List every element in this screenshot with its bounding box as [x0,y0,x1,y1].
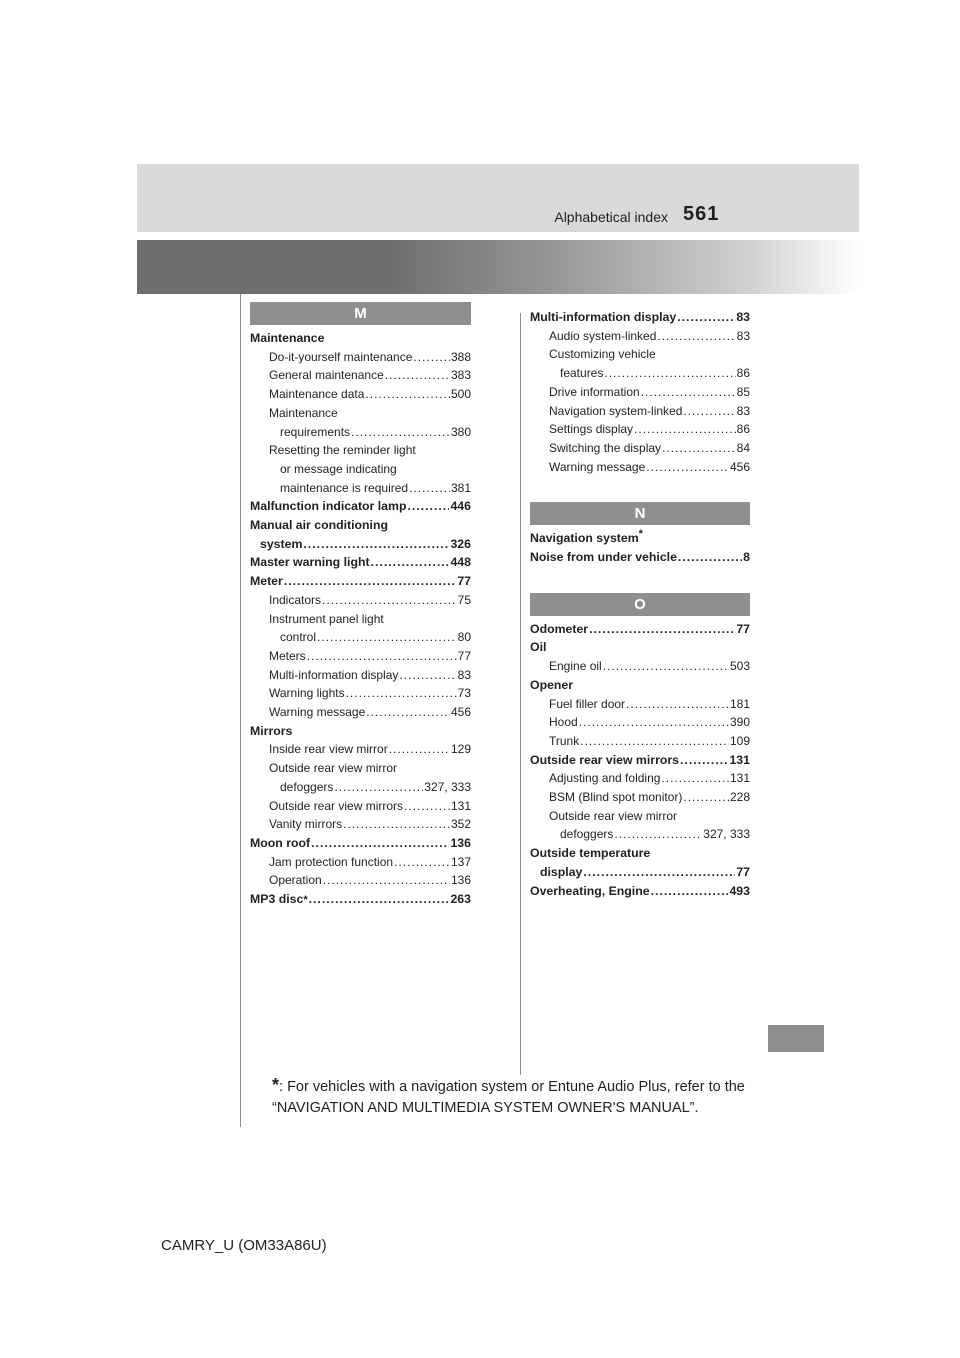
index-entry [530,620,750,639]
index-entry-page: 493 [729,883,750,898]
dot-leader [641,383,736,402]
index-entry [250,348,471,367]
index-entry-page: 500 [450,387,471,402]
dot-leader [322,591,457,610]
index-entry-term: General maintenance [269,368,384,383]
index-list-m [250,329,471,909]
dot-leader [366,703,450,722]
index-entry-term: Mirrors [250,723,293,738]
index-entry-term: Opener [530,677,574,692]
dot-leader [334,778,423,797]
index-entry-page: 352 [450,817,471,832]
index-entry-page: 131 [729,771,750,786]
dot-leader [309,890,450,909]
index-entry-term: Hood [549,715,578,730]
dot-leader [303,535,449,554]
column-divider [520,313,521,1075]
index-entry [530,439,750,458]
dot-leader [580,732,729,751]
index-entry-term: Maintenance [250,331,325,345]
index-entry-page: 380 [450,424,471,439]
index-entry-page: 137 [450,854,471,869]
index-entry [250,535,471,554]
dot-leader [413,348,450,367]
index-entry [530,529,750,548]
index-entry-page: 77 [736,864,750,879]
index-entry-page: 503 [729,659,750,674]
dot-leader [662,439,736,458]
index-entry [250,834,471,853]
index-entry-term: Drive information [549,384,640,399]
index-entry-term: Engine oil [549,659,602,674]
index-entry-term: Overheating, Engine [530,883,650,898]
dot-leader [385,366,450,385]
letter-heading-o: O [530,593,750,616]
index-entry-term: Jam protection function [269,854,394,869]
index-entry-page: 83 [736,328,750,343]
index-entry [250,329,471,348]
index-entry [250,666,471,685]
index-entry-term: Multi-information display [269,667,399,682]
dot-leader [604,364,735,383]
index-entry-term: Vanity mirrors [269,817,343,832]
index-entry [530,345,750,364]
index-entry [530,882,750,901]
index-entry-term: defoggers [280,779,334,794]
index-entry-term: features [560,366,604,381]
index-entry-page: 73 [457,686,471,701]
index-entry-term: Oil [530,640,547,655]
index-entry [250,553,471,572]
dot-leader [394,853,450,872]
index-entry [530,657,750,676]
index-entry [250,423,471,442]
dot-leader [678,548,742,567]
index-entry-term: display [540,864,583,879]
index-entry-page: 390 [729,715,750,730]
left-margin-rule [240,294,241,1127]
index-entry [250,441,471,460]
header-gradient-band [137,240,859,294]
index-entry [530,844,750,863]
dot-leader [343,815,450,834]
index-entry-page: 109 [729,733,750,748]
dot-leader [626,695,729,714]
index-entry-term: Outside rear view mirror [549,808,678,823]
index-entry [250,366,471,385]
index-entry-term: Switching the display [549,440,662,455]
index-entry-page: 131 [450,798,471,813]
dot-leader [371,553,450,572]
dot-leader [284,572,457,591]
index-entry-term: Outside rear view mirrors [269,798,404,813]
index-entry [250,778,471,797]
index-entry-term: Navigation system-linked [549,403,683,418]
footnote-text: : For vehicles with a navigation system or Entune Audio Plus, refer to the “NAVIGATION AND MULTIMEDIA SYSTEM OWNER'S MANUAL”. [272,1079,745,1116]
dot-leader [661,769,729,788]
index-entry [250,797,471,816]
dot-leader [614,825,702,844]
index-entry-term: Noise from under vehicle [530,550,677,565]
dot-leader [365,385,450,404]
index-entry [530,548,750,567]
footnote [272,1075,752,1119]
index-entry-page: 136 [450,873,471,888]
index-entry [530,807,750,826]
index-entry-page: 381 [450,480,471,495]
index-entry-page: 85 [736,384,750,399]
index-entry-page: 83 [736,310,750,324]
index-entry-page: 136 [450,835,471,850]
index-entry-term: Outside rear view mirrors [530,752,679,767]
index-entry-page: 456 [729,459,750,474]
index-entry-term: Trunk [549,733,580,748]
index-entry [530,638,750,657]
index-entry-page: 83 [457,667,471,682]
index-entry-page: 83 [736,403,750,418]
dot-leader [589,620,735,639]
index-entry [530,327,750,346]
index-entry [250,815,471,834]
index-entry-term: Maintenance data [269,387,365,402]
dot-leader [311,834,449,853]
index-entry [530,420,750,439]
index-entry-term: Settings display [549,422,634,437]
index-entry-term: Malfunction indicator lamp [250,499,407,514]
model-code: CAMRY_U (OM33A86U) [161,1237,327,1254]
dot-leader [657,327,735,346]
index-entry: MP3 disc * ..... 263 [250,890,471,909]
index-entry-page: 263 [450,892,471,907]
index-entry [250,647,471,666]
index-entry [250,722,471,741]
index-entry [250,460,471,479]
index-entry [250,572,471,591]
index-entry [530,308,750,327]
index-entry [250,871,471,890]
dot-leader [680,751,728,770]
dot-leader [407,497,449,516]
index-entry-term: Outside temperature [530,846,651,861]
dot-leader [683,402,735,421]
index-entry-term: Customizing vehicle [549,347,656,362]
dot-leader [634,420,736,439]
chapter-thumb-tab [768,1025,824,1052]
index-entry [250,516,471,535]
dot-leader [404,797,450,816]
index-entry-page: 77 [736,621,750,636]
index-entry-term: Do-it-yourself maintenance [269,349,413,364]
index-list-m-continued [530,308,750,476]
letter-heading-m: M [250,302,471,325]
index-entry [530,458,750,477]
index-entry [250,404,471,423]
index-entry [530,676,750,695]
index-entry-term: Inside rear view mirror [269,742,388,757]
index-list-o [530,620,750,901]
index-entry-page: 131 [729,752,750,767]
index-column-left [250,302,471,909]
index-entry-page: 326 [450,536,471,551]
letter-heading-n: N [530,502,750,525]
index-entry-term: Warning message [269,705,366,720]
index-entry [530,863,750,882]
index-entry-page: 80 [457,630,471,645]
dot-leader [346,684,457,703]
index-entry [530,788,750,807]
footnote-asterisk: * [272,1075,280,1095]
index-column-right [530,308,750,900]
dot-leader [579,713,729,732]
index-entry [530,732,750,751]
index-entry [250,628,471,647]
index-entry-page: 129 [450,742,471,757]
dot-leader [603,657,729,676]
index-entry-term: Warning lights [269,686,345,701]
index-entry-term: Operation [269,873,322,888]
index-entry-term: or message indicating [280,461,397,476]
index-entry-term: Master warning light [250,555,370,570]
index-entry [250,703,471,722]
index-entry [250,385,471,404]
index-entry-term: defoggers [560,827,614,842]
index-entry [250,759,471,778]
index-entry-page: 383 [450,368,471,383]
index-entry [250,684,471,703]
index-entry [250,853,471,872]
index-entry-term: Odometer [530,621,589,636]
page-number: 561 [683,203,720,225]
index-entry [530,383,750,402]
index-entry [250,740,471,759]
index-entry-term: Multi-information display [530,310,677,324]
index-entry-term: Instrument panel light [269,611,384,626]
index-entry-term: Adjusting and folding [549,771,661,786]
index-entry [530,825,750,844]
index-entry-page: 181 [729,696,750,711]
dot-leader [677,308,735,327]
section-title: Alphabetical index [554,209,668,225]
index-entry-term: maintenance is required [280,480,409,495]
index-entry-page: 448 [450,555,471,570]
index-entry-term: requirements [280,424,351,439]
index-entry-term: Moon roof [250,835,311,850]
index-entry-page: 8 [743,550,750,565]
index-entry [250,479,471,498]
index-entry-term: Outside rear view mirror [269,761,398,776]
index-entry-term: Manual air conditioning [250,518,388,533]
index-entry-term: MP3 disc [250,892,304,907]
index-entry-page: 77 [457,574,471,589]
dot-leader [389,740,450,759]
dot-leader [683,788,729,807]
index-entry-term: system [260,536,303,551]
dot-leader [409,479,450,498]
index-entry-term: Indicators [269,592,322,607]
index-entry-term: Meters [269,648,306,663]
asterisk-marker: * [638,528,643,541]
index-entry-page: 77 [457,648,471,663]
index-entry-term: BSM (Blind spot monitor) [549,790,683,805]
dot-leader [323,871,450,890]
dot-leader [583,863,735,882]
index-entry [530,713,750,732]
header-band [137,164,859,232]
index-entry [530,751,750,770]
dot-leader [351,423,450,442]
dot-leader [651,882,729,901]
index-entry-page: 388 [450,349,471,364]
index-entry-page: 75 [457,592,471,607]
index-entry-term: Audio system-linked [549,328,657,343]
index-entry [530,769,750,788]
index-entry [530,695,750,714]
index-entry-page: 327, 333 [703,827,750,842]
index-entry-term: Resetting the reminder light [269,443,416,458]
index-entry-page: 456 [450,705,471,720]
index-entry-term: Maintenance [269,405,338,420]
index-list-n [530,529,750,566]
index-entry-term: Navigation system [530,531,639,546]
index-entry-term: Meter [250,574,283,589]
index-entry [530,364,750,383]
index-entry-page: 446 [450,499,471,514]
dot-leader [646,458,729,477]
index-entry-page: 327, 333 [424,779,471,794]
index-entry [250,591,471,610]
index-entry-page: 84 [736,440,750,455]
index-entry-page: 228 [729,790,750,805]
index-entry-page: 86 [736,366,750,381]
index-entry [250,610,471,629]
dot-leader [317,628,457,647]
dot-leader [307,647,457,666]
index-entry-term: Warning message [549,459,646,474]
index-entry [530,402,750,421]
dot-leader [399,666,456,685]
index-entry [250,497,471,516]
index-entry-term: control [280,630,317,645]
index-entry-page: 86 [736,422,750,437]
index-entry-term: Fuel filler door [549,696,626,711]
